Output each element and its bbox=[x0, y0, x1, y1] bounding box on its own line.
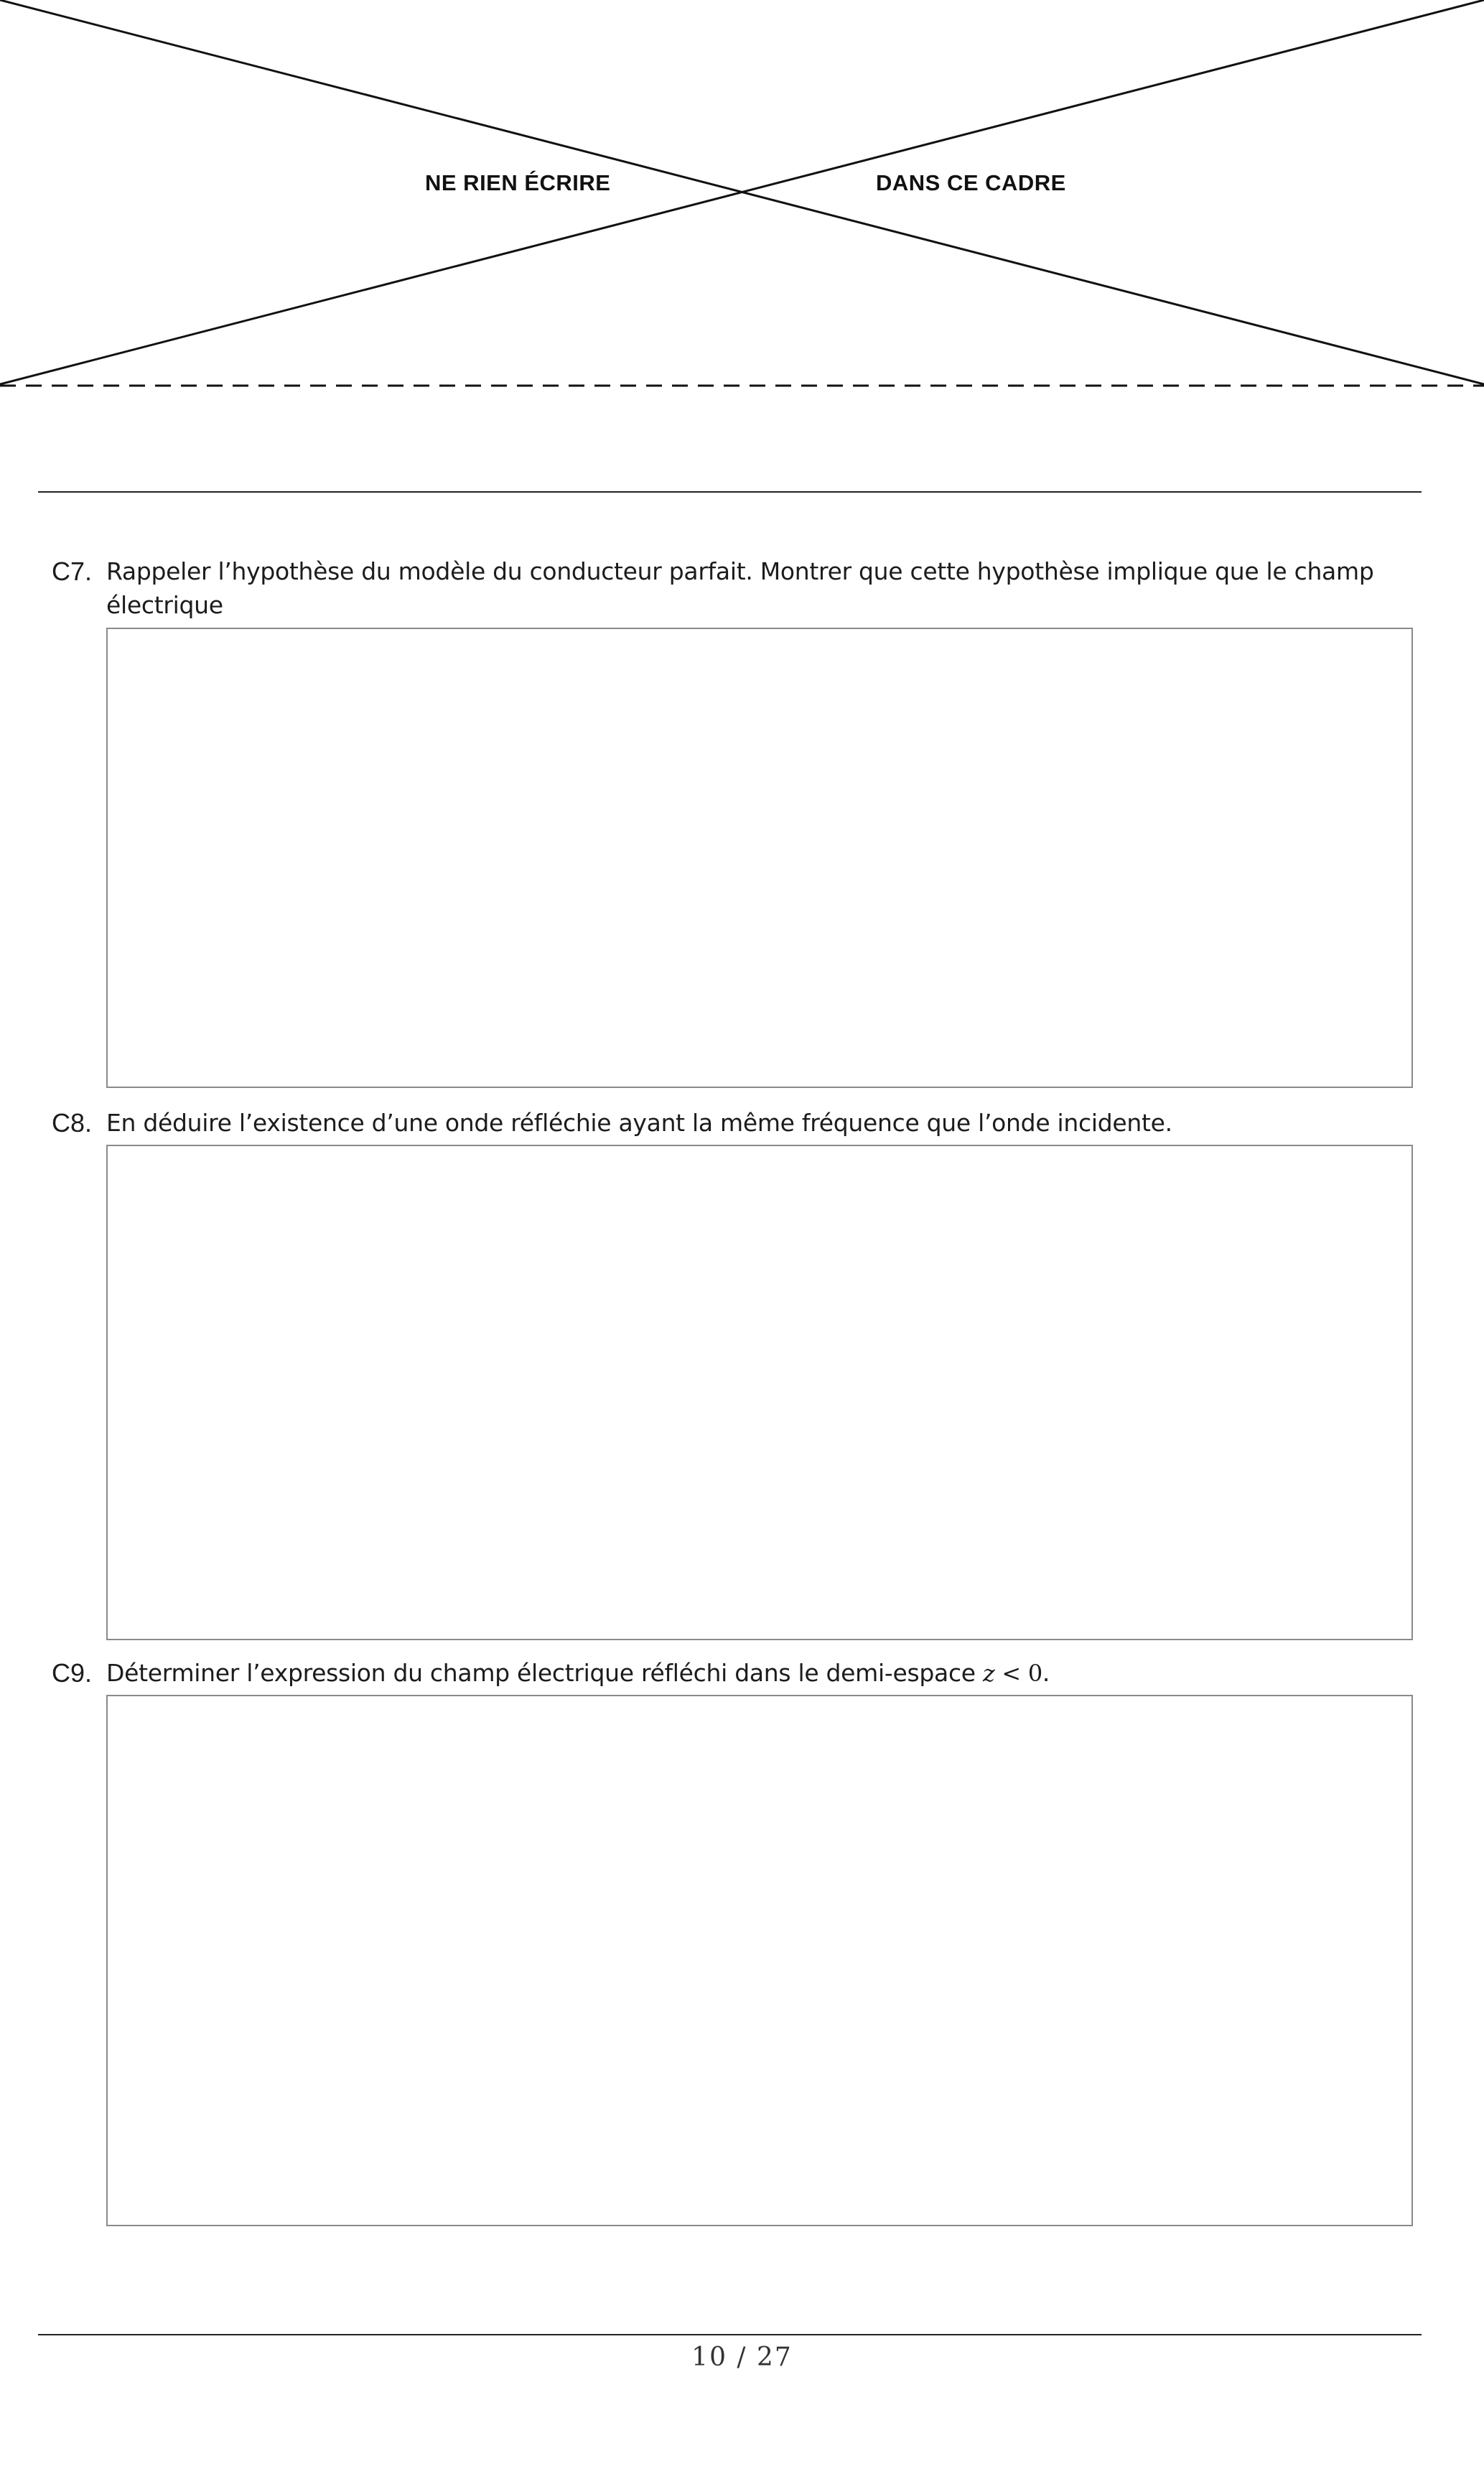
question-number: C9. bbox=[52, 1658, 93, 1688]
text-segment: . bbox=[1042, 1659, 1050, 1687]
text-segment: Déterminer l’expression du champ électrique réfléchi dans le demi-espace bbox=[106, 1659, 983, 1687]
question-c9 bbox=[52, 1656, 1423, 1691]
page-number: 10 / 27 bbox=[691, 2343, 793, 2372]
answer-box-c8[interactable] bbox=[106, 1145, 1413, 1640]
do-not-write-frame bbox=[0, 0, 1484, 391]
question-number: C8. bbox=[52, 1108, 93, 1138]
answer-box-c7[interactable] bbox=[106, 628, 1413, 1088]
question-text-line-1: Rappeler l’hypothèse du modèle du conducteur parfait. Montrer que cette hypothèse implique que le champ électrique bbox=[106, 557, 1374, 619]
question-text: En déduire l’existence d’une onde réfléchie ayant la même fréquence que l’onde incidente. bbox=[106, 1109, 1172, 1137]
question-number: C7. bbox=[52, 557, 93, 586]
top-rule bbox=[38, 491, 1422, 493]
header-left-text: NE RIEN ÉCRIRE bbox=[425, 170, 611, 195]
header-right-text: DANS CE CADRE bbox=[876, 170, 1066, 195]
question-c8 bbox=[52, 1106, 1423, 1140]
math-relation: < 0 bbox=[994, 1660, 1042, 1687]
answer-box-c9[interactable] bbox=[106, 1695, 1413, 2226]
bottom-rule bbox=[38, 2334, 1422, 2335]
question-text bbox=[106, 1656, 1423, 1691]
math-variable: z bbox=[983, 1660, 995, 1687]
